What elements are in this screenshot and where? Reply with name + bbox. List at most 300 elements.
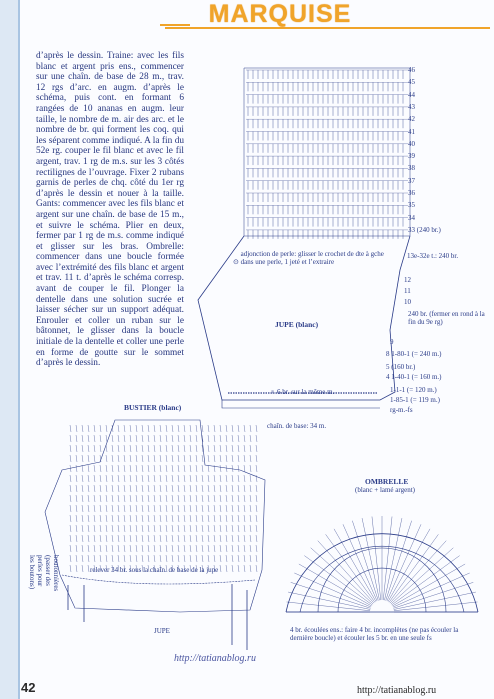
- stitch-mark: [190, 495, 191, 502]
- watermark-site: http://tatianablog.ru: [357, 685, 437, 696]
- stitch-mark: [244, 515, 245, 522]
- stitch-mark: [208, 535, 209, 542]
- stitch-mark: [172, 505, 173, 512]
- row-11: 11: [404, 287, 411, 295]
- stitch-mark: [148, 545, 149, 552]
- stitch-mark: [184, 465, 185, 472]
- row-number: 41: [408, 127, 415, 136]
- stitch-mark: [94, 465, 95, 472]
- stitch-mark: [154, 425, 155, 432]
- stitch-mark: [232, 525, 233, 532]
- stitch-mark: [238, 475, 239, 482]
- stitch-mark: [112, 545, 113, 552]
- stitch-mark: [232, 505, 233, 512]
- stitch-mark: [250, 525, 251, 532]
- stitch-mark: [256, 465, 257, 472]
- stitch-mark: [202, 555, 203, 562]
- stitch-mark: [136, 495, 137, 502]
- stitch-mark: [256, 515, 257, 522]
- row-number: 39: [408, 152, 415, 161]
- stitch-mark: [166, 485, 167, 492]
- stitch-mark: [94, 455, 95, 462]
- stitch-mark: [148, 465, 149, 472]
- row-number: 45: [408, 78, 415, 87]
- stitch-mark: [214, 435, 215, 442]
- stitch-mark: [238, 535, 239, 542]
- stitch-mark: [88, 435, 89, 442]
- stitch-mark: [106, 485, 107, 492]
- stitch-mark: [178, 535, 179, 542]
- stitch-mark: [214, 465, 215, 472]
- stitch-mark: [94, 445, 95, 452]
- stitch-mark: [154, 545, 155, 552]
- stitch-mark: [88, 565, 89, 572]
- stitch-mark: [178, 555, 179, 562]
- stitch-mark: [112, 435, 113, 442]
- stitch-mark: [94, 535, 95, 542]
- stitch-mark: [88, 525, 89, 532]
- stitch-mark: [148, 425, 149, 432]
- stitch-mark: [160, 445, 161, 452]
- stitch-mark: [142, 545, 143, 552]
- stitch-mark: [178, 485, 179, 492]
- stitch-mark: [256, 495, 257, 502]
- stitch-mark: [172, 465, 173, 472]
- stitch-mark: [142, 495, 143, 502]
- stitch-mark: [208, 495, 209, 502]
- stitch-mark: [178, 455, 179, 462]
- stitch-mark: [202, 505, 203, 512]
- stitch-mark: [148, 505, 149, 512]
- stitch-mark: [244, 525, 245, 532]
- stitch-mark: [244, 565, 245, 572]
- same-stitch-note: ♀ 6 br. sur la même m.: [270, 388, 335, 396]
- stitch-mark: [106, 525, 107, 532]
- stitch-mark: [166, 535, 167, 542]
- stitch-mark: [106, 445, 107, 452]
- stitch-mark: [106, 495, 107, 502]
- stitch-mark: [160, 455, 161, 462]
- stitch-mark: [172, 515, 173, 522]
- stitch-mark: [160, 555, 161, 562]
- stitch-mark: [172, 475, 173, 482]
- stitch-mark: [118, 445, 119, 452]
- stitch-mark: [130, 455, 131, 462]
- stitch-mark: [190, 555, 191, 562]
- stitch-mark: [76, 425, 77, 432]
- stitch-mark: [148, 525, 149, 532]
- stitch-mark: [112, 525, 113, 532]
- stitch-mark: [208, 465, 209, 472]
- stitch-mark: [232, 455, 233, 462]
- stitch-mark: [112, 485, 113, 492]
- stitch-mark: [238, 505, 239, 512]
- stitch-mark: [148, 445, 149, 452]
- stitch-mark: [130, 475, 131, 482]
- stitch-mark: [208, 445, 209, 452]
- stitch-mark: [94, 525, 95, 532]
- stitch-mark: [130, 445, 131, 452]
- stitch-mark: [118, 435, 119, 442]
- stitch-mark: [256, 425, 257, 432]
- stitch-mark: [100, 435, 101, 442]
- stitch-mark: [214, 445, 215, 452]
- bead-note: ⊙ adjonction de perle: glisser le crochet de dte à gche dans une perle, 1 jeté et l’extraire: [233, 250, 384, 266]
- stitch-mark: [226, 425, 227, 432]
- stitch-mark: [106, 545, 107, 552]
- stitch-mark: [214, 485, 215, 492]
- ombrelle-note: 4 br. écoulées ens.: faire 4 br. incomplètes (ne pas écouler la dernière boucle) et écouler les 5 br. en une seule fs: [290, 626, 459, 642]
- stitch-mark: [130, 505, 131, 512]
- stitch-mark: [208, 485, 209, 492]
- stitch-mark: [148, 495, 149, 502]
- stitch-mark: [154, 445, 155, 452]
- jupe-label: JUPE (blanc): [275, 320, 319, 329]
- stitch-mark: [154, 555, 155, 562]
- stitch-mark: [256, 565, 257, 572]
- base-chain-note: chaîn. de base: 34 m.: [267, 422, 327, 430]
- stitch-mark: [256, 435, 257, 442]
- stitch-mark: [178, 495, 179, 502]
- stitch-mark: [226, 565, 227, 572]
- stitch-mark: [208, 515, 209, 522]
- ombrelle-ray: [393, 573, 470, 607]
- stitch-mark: [124, 495, 125, 502]
- stitch-mark: [76, 565, 77, 572]
- stitch-mark: [172, 435, 173, 442]
- stitch-mark: [124, 465, 125, 472]
- stitch-mark: [196, 425, 197, 432]
- stitch-mark: [76, 455, 77, 462]
- stitch-mark: [142, 445, 143, 452]
- stitch-mark: [250, 475, 251, 482]
- stitch-mark: [196, 505, 197, 512]
- bead-icon: ⊙: [233, 258, 241, 266]
- stitch-mark: [70, 555, 71, 562]
- stitch-mark: [106, 435, 107, 442]
- stitch-mark: [232, 445, 233, 452]
- stitch-mark: [124, 485, 125, 492]
- stitch-mark: [160, 515, 161, 522]
- stitch-mark: [70, 495, 71, 502]
- watermark-blog: http://tatianablog.ru: [174, 653, 256, 664]
- stitch-mark: [142, 425, 143, 432]
- stitch-mark: [88, 495, 89, 502]
- stitch-mark: [220, 455, 221, 462]
- stitch-mark: [220, 445, 221, 452]
- stitch-mark: [136, 535, 137, 542]
- stitch-mark: [238, 425, 239, 432]
- stitch-mark: [76, 555, 77, 562]
- stitch-mark: [136, 425, 137, 432]
- stitch-mark: [166, 495, 167, 502]
- stitch-mark: [88, 425, 89, 432]
- round-note: 240 br. (fermer en rond à la fin du 9e rg): [408, 310, 485, 326]
- stitch-mark: [226, 455, 227, 462]
- stitch-mark: [178, 435, 179, 442]
- stitch-mark: [250, 505, 251, 512]
- stitch-mark: [238, 555, 239, 562]
- stitch-mark: [196, 555, 197, 562]
- stitch-mark: [256, 445, 257, 452]
- stitch-mark: [88, 555, 89, 562]
- stitch-mark: [148, 455, 149, 462]
- stitch-mark: [154, 535, 155, 542]
- stitch-mark: [112, 515, 113, 522]
- stitch-mark: [88, 505, 89, 512]
- stitch-mark: [100, 485, 101, 492]
- stitch-mark: [244, 495, 245, 502]
- stitch-mark: [76, 445, 77, 452]
- stitch-mark: [124, 455, 125, 462]
- ombrelle-ray: [294, 573, 371, 607]
- stitch-mark: [190, 485, 191, 492]
- stitch-mark: [232, 565, 233, 572]
- stitch-mark: [142, 455, 143, 462]
- stitch-mark: [244, 475, 245, 482]
- stitch-mark: [100, 445, 101, 452]
- ombrelle-label: OMBRELLE: [365, 477, 409, 486]
- stitch-mark: [124, 435, 125, 442]
- bustier-stitch-grid: [70, 425, 257, 572]
- stitch-mark: [70, 505, 71, 512]
- ombrelle-ray: [372, 517, 381, 601]
- stitch-mark: [214, 505, 215, 512]
- stitch-mark: [154, 495, 155, 502]
- stitch-mark: [88, 545, 89, 552]
- stitch-mark: [82, 485, 83, 492]
- stitch-mark: [130, 515, 131, 522]
- step-row: rg-m.-fs: [390, 406, 413, 414]
- row-10: 10: [404, 298, 411, 306]
- stitch-mark: [232, 425, 233, 432]
- stitch-mark: [88, 455, 89, 462]
- stitch-mark: [166, 555, 167, 562]
- stitch-mark: [82, 515, 83, 522]
- stitch-mark: [118, 545, 119, 552]
- stitch-mark: [106, 475, 107, 482]
- stitch-mark: [76, 505, 77, 512]
- stitch-mark: [208, 545, 209, 552]
- stitch-mark: [166, 515, 167, 522]
- step-row: 4 1-40-1 (= 160 m.): [386, 373, 442, 381]
- stitch-mark: [118, 465, 119, 472]
- stitch-mark: [208, 505, 209, 512]
- stitch-mark: [226, 485, 227, 492]
- stitch-mark: [118, 455, 119, 462]
- stitch-mark: [172, 535, 173, 542]
- stitch-mark: [136, 445, 137, 452]
- stitch-mark: [142, 555, 143, 562]
- row-number: 38: [408, 164, 415, 173]
- stitch-mark: [238, 525, 239, 532]
- stitch-mark: [250, 535, 251, 542]
- stitch-mark: [184, 445, 185, 452]
- ombrelle-rays: [286, 516, 478, 612]
- stitch-mark: [172, 485, 173, 492]
- stitch-mark: [256, 545, 257, 552]
- stitch-mark: [124, 535, 125, 542]
- stitch-mark: [196, 435, 197, 442]
- stitch-mark: [100, 495, 101, 502]
- stitch-mark: [160, 525, 161, 532]
- stitch-mark: [226, 495, 227, 502]
- stitch-mark: [178, 425, 179, 432]
- ombrelle-sublabel: (blanc + lamé argent): [355, 486, 415, 494]
- stitch-mark: [148, 435, 149, 442]
- stitch-mark: [208, 525, 209, 532]
- stitch-mark: [214, 515, 215, 522]
- stitch-mark: [226, 525, 227, 532]
- stitch-mark: [238, 565, 239, 572]
- stitch-mark: [226, 435, 227, 442]
- stitch-mark: [124, 425, 125, 432]
- stitch-mark: [100, 515, 101, 522]
- stitch-mark: [112, 505, 113, 512]
- stitch-mark: [76, 495, 77, 502]
- stitch-mark: [214, 535, 215, 542]
- stitch-mark: [256, 455, 257, 462]
- stitch-mark: [154, 525, 155, 532]
- stitch-mark: [202, 475, 203, 482]
- stitch-mark: [226, 515, 227, 522]
- step-row: 5 (160 br.): [386, 363, 416, 371]
- row-number: 34: [408, 213, 415, 222]
- stitch-mark: [106, 515, 107, 522]
- stitch-mark: [82, 555, 83, 562]
- stitch-mark: [178, 445, 179, 452]
- stitch-mark: [142, 485, 143, 492]
- stitch-mark: [136, 455, 137, 462]
- stitch-mark: [118, 485, 119, 492]
- stitch-mark: [82, 565, 83, 572]
- instructions-paragraph: d’après le dessin. Traine: avec les fils blanc et argent pris ens., commencer sur une chaîn. de base de 28 m., trav. 12 rgs d’arc. en augm. d’après le schéma, puis cont. en formant 6 rangées de 10 ananas en augm. leur taille, le nombre de m. air des arc. et le nombre de br. qui forment les coq. qui les séparent comme indiqué. A la fin du 52e rg. couper le fil blanc et avec le fil argent, trav. 1 rg de m.s. sur les 3 côtés rectilignes de l’ouvrage. Fixer 2 rubans garnis de perles de chq. côté du 1er rg d’après le dessin et nouer à la taille. Gants: commencer avec les fils blanc et argent sur une chaîn. de base de 15 m., et suivre le schéma. Plier en deux, fermer par 1 rg de m.s. comme indiqué et glisser sur les bras. Ombrelle: commencer dans une boucle formée avec l’extrémité des fils blanc et argent et trav. 11 t. d’après le schéma corresp. avant de couper le fil. Plonger la dentelle dans une solution sucrée et laisser sécher sur un support adéquat. Enrouler et coller un ruban sur le bâtonnet, le glisser dans la boucle initiale de la dentelle et coller une perle en forme de goutte sur le sommet d’après le dessin.: [36, 51, 184, 369]
- stitch-mark: [166, 475, 167, 482]
- stitch-mark: [250, 445, 251, 452]
- stitch-mark: [202, 525, 203, 532]
- stitch-mark: [136, 465, 137, 472]
- stitch-mark: [196, 445, 197, 452]
- stitch-mark: [76, 465, 77, 472]
- stitch-mark: [226, 465, 227, 472]
- stitch-mark: [214, 545, 215, 552]
- jupe-stitch-grid: [246, 70, 408, 239]
- stitch-mark: [76, 525, 77, 532]
- step-row: 1-85-1 (= 119 m.): [390, 396, 440, 404]
- stitch-mark: [124, 555, 125, 562]
- stitch-mark: [178, 505, 179, 512]
- stitch-mark: [82, 475, 83, 482]
- row-number: 33 (240 br.): [408, 225, 441, 234]
- stitch-mark: [160, 495, 161, 502]
- stitch-mark: [82, 445, 83, 452]
- stitch-mark: [118, 555, 119, 562]
- ombrelle-ray: [392, 564, 465, 606]
- stitch-mark: [154, 485, 155, 492]
- row-9: 9: [390, 338, 394, 346]
- stitch-mark: [112, 465, 113, 472]
- stitch-mark: [118, 495, 119, 502]
- stitch-mark: [100, 545, 101, 552]
- ombrelle-chart: [286, 516, 478, 612]
- stitch-mark: [238, 515, 239, 522]
- stitch-mark: [190, 515, 191, 522]
- stitch-mark: [232, 555, 233, 562]
- stitch-mark: [88, 535, 89, 542]
- stitch-mark: [136, 485, 137, 492]
- stitch-mark: [142, 475, 143, 482]
- stitch-mark: [184, 525, 185, 532]
- stitch-mark: [250, 555, 251, 562]
- stitch-mark: [226, 555, 227, 562]
- stitch-mark: [112, 495, 113, 502]
- ombrelle-ray: [394, 602, 478, 611]
- stitch-mark: [190, 425, 191, 432]
- stitch-mark: [202, 485, 203, 492]
- ombrelle-ray: [334, 529, 376, 602]
- stitch-mark: [160, 435, 161, 442]
- stitch-mark: [166, 425, 167, 432]
- stitch-mark: [70, 525, 71, 532]
- stitch-mark: [154, 505, 155, 512]
- stitch-mark: [70, 545, 71, 552]
- stitch-mark: [160, 505, 161, 512]
- stitch-mark: [70, 475, 71, 482]
- stitch-mark: [70, 535, 71, 542]
- stitch-mark: [172, 445, 173, 452]
- stitch-mark: [82, 425, 83, 432]
- stitch-mark: [214, 475, 215, 482]
- stitch-mark: [154, 455, 155, 462]
- stitch-mark: [172, 545, 173, 552]
- stitch-mark: [202, 545, 203, 552]
- stitch-mark: [94, 495, 95, 502]
- stitch-mark: [76, 485, 77, 492]
- stitch-mark: [70, 435, 71, 442]
- stitch-mark: [196, 535, 197, 542]
- stitch-mark: [190, 535, 191, 542]
- stitch-mark: [160, 485, 161, 492]
- stitch-mark: [190, 445, 191, 452]
- stitch-mark: [250, 515, 251, 522]
- stitch-mark: [112, 445, 113, 452]
- stitch-mark: [196, 545, 197, 552]
- button-note: boutonnières (passer des perles pour les boutons): [28, 555, 60, 592]
- stitch-mark: [130, 545, 131, 552]
- stitch-mark: [184, 535, 185, 542]
- stitch-mark: [232, 515, 233, 522]
- stitch-mark: [136, 475, 137, 482]
- stitch-mark: [244, 485, 245, 492]
- stitch-mark: [184, 515, 185, 522]
- stitch-mark: [202, 425, 203, 432]
- stitch-mark: [244, 555, 245, 562]
- stitch-mark: [82, 455, 83, 462]
- stitch-mark: [130, 465, 131, 472]
- stitch-mark: [238, 465, 239, 472]
- stitch-mark: [250, 435, 251, 442]
- stitch-mark: [226, 545, 227, 552]
- stitch-mark: [148, 475, 149, 482]
- stitch-mark: [166, 525, 167, 532]
- stitch-mark: [184, 435, 185, 442]
- stitch-mark: [190, 525, 191, 532]
- stitch-mark: [184, 485, 185, 492]
- stitch-mark: [130, 495, 131, 502]
- stitch-mark: [232, 475, 233, 482]
- stitch-mark: [154, 475, 155, 482]
- stitch-mark: [70, 565, 71, 572]
